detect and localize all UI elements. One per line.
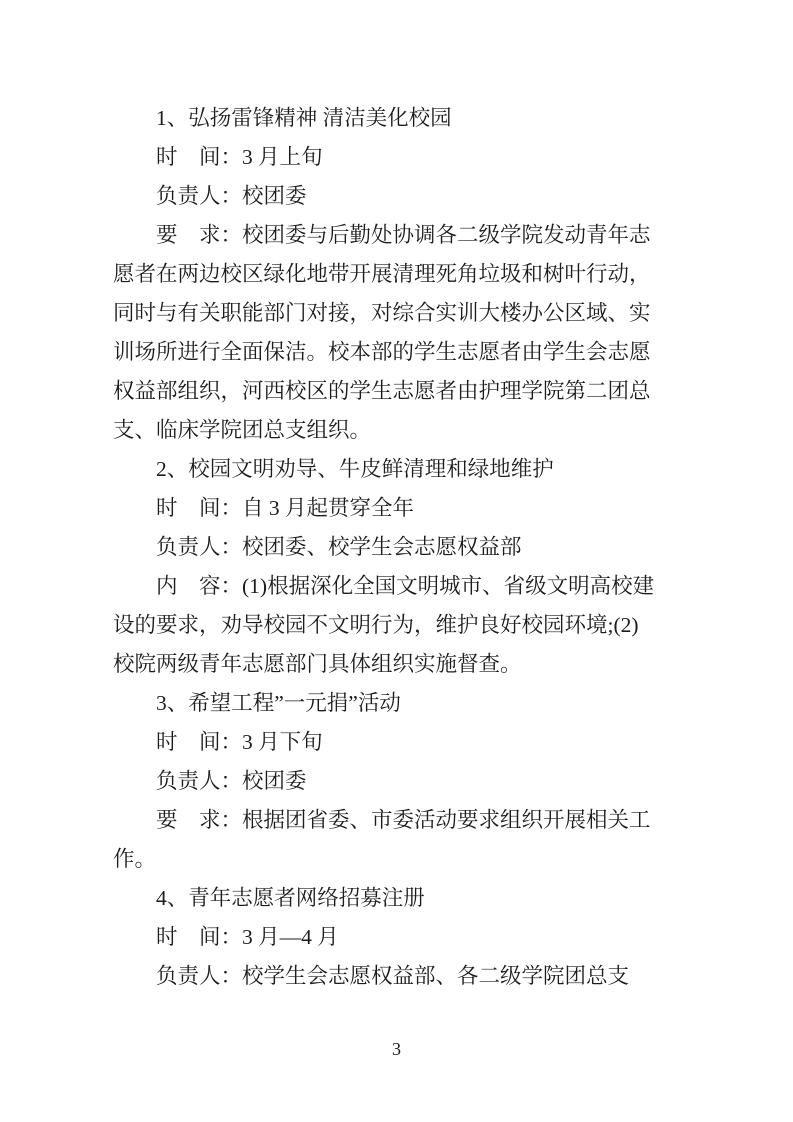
text-line-15: 校院两级青年志愿部门具体组织实施督查。 (113, 652, 522, 676)
text-line-22: 时 间：3 月—4 月 (156, 925, 339, 949)
text-line-11: 时 间：自 3 月起贯穿全年 (156, 496, 415, 520)
text-line-4: 要 求：校团委与后勤处协调各二级学院发动青年志 (156, 223, 651, 247)
text-line-21: 4、青年志愿者网络招募注册 (156, 886, 425, 910)
text-line-3: 负责人：校团委 (156, 184, 307, 208)
text-line-6: 同时与有关职能部门对接，对综合实训大楼办公区域、实 (113, 301, 651, 325)
text-line-12: 负责人：校团委、校学生会志愿权益部 (156, 535, 522, 559)
text-line-14: 设的要求，劝导校园不文明行为，维护良好校园环境;(2) (113, 613, 639, 637)
text-line-18: 负责人：校团委 (156, 769, 307, 793)
text-line-20: 作。 (113, 847, 157, 871)
document-body (113, 99, 653, 996)
text-line-23: 负责人：校学生会志愿权益部、各二级学院团总支 (156, 964, 630, 988)
text-line-19: 要 求：根据团省委、市委活动要求组织开展相关工 (156, 808, 651, 832)
text-line-2: 时 间：3 月上旬 (156, 145, 323, 169)
text-line-10: 2、校园文明劝导、牛皮鲜清理和绿地维护 (156, 457, 554, 481)
text-line-13: 内 容：(1)根据深化全国文明城市、省级文明高校建 (156, 574, 655, 598)
text-line-5: 愿者在两边校区绿化地带开展清理死角垃圾和树叶行动， (113, 262, 651, 286)
text-line-17: 时 间：3 月下旬 (156, 730, 323, 754)
text-line-1: 1、弘扬雷锋精神 清洁美化校园 (156, 106, 452, 130)
text-line-16: 3、希望工程”一元捐”活动 (156, 691, 401, 715)
page-number: 3 (392, 1039, 401, 1059)
text-line-7: 训场所进行全面保洁。校本部的学生志愿者由学生会志愿 (113, 340, 651, 364)
text-line-9: 支、临床学院团总支组织。 (113, 418, 372, 442)
text-line-8: 权益部组织，河西校区的学生志愿者由护理学院第二团总 (113, 379, 651, 403)
